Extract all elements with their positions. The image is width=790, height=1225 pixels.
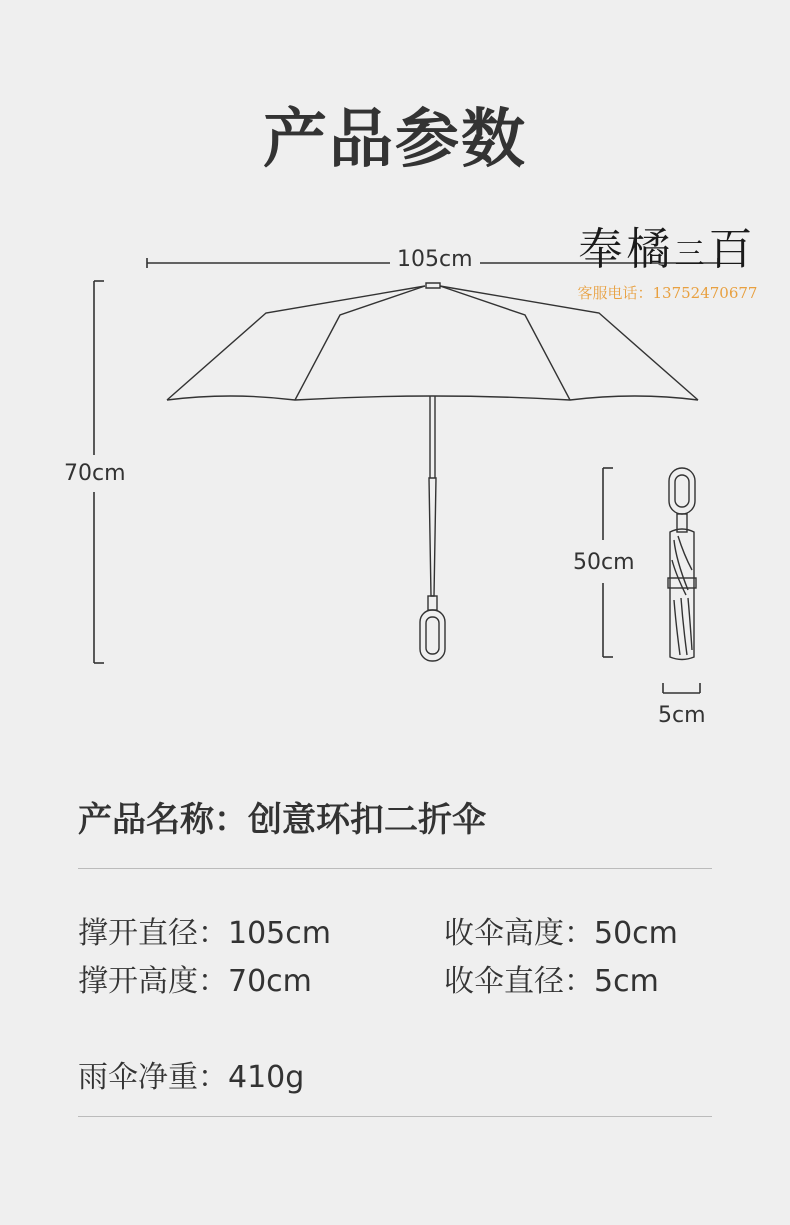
open-width-label: 105cm bbox=[397, 247, 473, 272]
folded-umbrella-icon bbox=[668, 468, 696, 660]
page-title: 产品参数 bbox=[263, 103, 527, 177]
product-name: 产品名称：创意环扣二折伞 bbox=[78, 800, 486, 840]
brand-watermark bbox=[560, 224, 775, 303]
folded-diameter-dimension-line bbox=[663, 683, 700, 693]
divider-top bbox=[78, 868, 712, 869]
spec-open-height: 撑开高度：70cm bbox=[78, 964, 312, 999]
spec-net-weight: 雨伞净重：410g bbox=[78, 1060, 305, 1095]
brand-logo: 奉橘三百 bbox=[578, 224, 757, 275]
folded-diameter-label: 5cm bbox=[658, 703, 706, 728]
spec-folded-height: 收伞高度：50cm bbox=[444, 916, 678, 951]
spec-folded-diameter: 收伞直径：5cm bbox=[444, 964, 659, 999]
divider-bottom bbox=[78, 1116, 712, 1117]
spec-open-diameter: 撑开直径：105cm bbox=[78, 916, 331, 951]
open-height-label: 70cm bbox=[64, 461, 126, 486]
brand-phone: 客服电话：13752470677 bbox=[577, 284, 758, 302]
open-umbrella-icon bbox=[167, 283, 698, 661]
folded-height-label: 50cm bbox=[573, 550, 635, 575]
